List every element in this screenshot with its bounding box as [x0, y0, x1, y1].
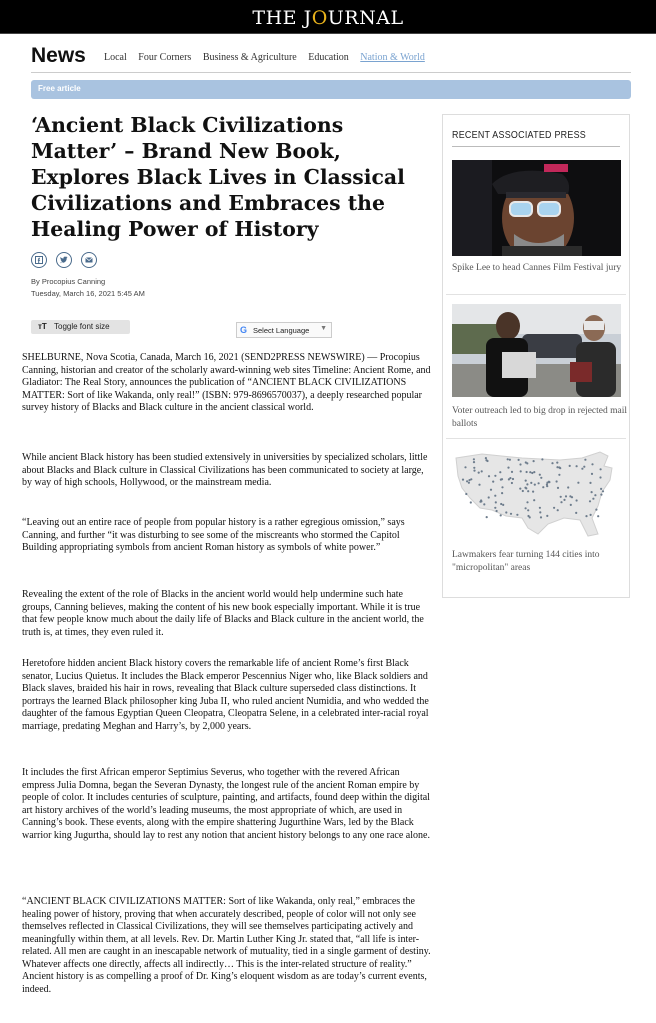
map-city-dot [480, 499, 482, 501]
twitter-share-button[interactable] [56, 252, 72, 268]
map-city-dot [540, 477, 542, 479]
map-city-dot [542, 486, 544, 488]
map-city-dot [556, 462, 558, 464]
map-city-dot [481, 470, 483, 472]
map-city-dot [519, 463, 521, 465]
map-city-dot [495, 501, 497, 503]
map-city-dot [470, 501, 472, 503]
map-city-dot [563, 499, 565, 501]
map-city-dot [522, 490, 524, 492]
map-city-dot [488, 496, 490, 498]
map-city-dot [533, 471, 535, 473]
map-city-dot [584, 459, 586, 461]
map-city-dot [539, 511, 541, 513]
map-city-dot [526, 501, 528, 503]
map-city-dot [505, 511, 507, 513]
language-select[interactable] [236, 322, 332, 338]
map-city-dot [600, 488, 602, 490]
google-g-icon: G [240, 325, 248, 335]
map-city-dot [570, 504, 572, 506]
map-city-dot [591, 491, 593, 493]
map-city-dot [478, 484, 480, 486]
map-city-dot [525, 480, 527, 482]
map-city-dot [591, 473, 593, 475]
sidebar-story-caption[interactable]: Lawmakers fear turning 144 cities into "micropolitan" areas [452, 550, 600, 573]
email-share-button[interactable] [81, 252, 97, 268]
map-city-dot [501, 478, 503, 480]
voter-outreach-photo[interactable] [452, 304, 621, 397]
map-city-dot [529, 516, 531, 518]
map-city-dot [518, 459, 520, 461]
map-city-dot [473, 467, 475, 469]
twitter-icon [60, 256, 68, 264]
map-city-dot [595, 509, 597, 511]
map-city-dot [525, 507, 527, 509]
article-paragraph: Revealing the extent of the role of Blacks in the ancient world would help undermine such hate groups, Canning believes, making the content of his new book especially important. While it is true that few people know much about the daily life of Blacks and Black culture in the ancient world, the truth is, at times, they even ruled it. [22, 589, 424, 638]
map-city-dot [500, 503, 502, 505]
map-city-dot [531, 472, 533, 474]
map-city-dot [589, 500, 591, 502]
article-paragraph: “ANCIENT BLACK CIVILIZATIONS MATTER: Sort of like Wakanda, only real,” embraces the healing power of history, proving that when accurately described, people of color will not only see themselves reflected in Classical Civilizations, they will see themselves participating actively and meaningfully within them, at all levels. Rev. Dr. Martin Luther King Jr. stated that, “all life is inter-related. All men are caught in an inescapable network of mutuality, tied in a single garment of destiny. Whatever affects one directly, affects all indirectly… This is the inter-related structure of reality.” Ancient history is as compelling a proof of Dr. King’s eloquent wisdom as are today’s current events, indeed. [22, 896, 431, 995]
article-paragraph: It includes the first African emperor Septimius Severus, who together with the revered African empress Julia Domna, began the Severan Dynasty, the longest rule of the ancient Roman empire by people of color. It includes centuries of sculpture, painting, and artifacts, found deep within the digital art history archives of the world’s leading museums, the most appropriate of which, are used in Canning’s book. These events, along with the empire shattering Jugurthine Wars, led by the Black warrior king Jugurtha, should lay to rest any notion that ancient history belongs to any one race alone. [22, 767, 430, 841]
map-city-dot [530, 482, 532, 484]
map-city-dot [525, 461, 527, 463]
map-city-dot [473, 458, 475, 460]
map-city-dot [490, 489, 492, 491]
map-city-dot [576, 499, 578, 501]
map-city-dot [509, 477, 511, 479]
map-city-dot [488, 475, 490, 477]
map-city-dot [551, 462, 553, 464]
map-city-dot [548, 481, 550, 483]
article-paragraph: Heretofore hidden ancient Black history covers the remarkable life of ancient Rome’s first Black senator, Lucius Quietus. It includes the Black emperor Pescennius Niger who, like Black soldiers and Black slaves, braided his hair in rows, revealing that Black culture superseded class distinctions. It portrays the learned Black philosopher king Juba II, who ruled ancient Numidia, and who wedded the daughter of the famous Egyptian Queen Cleopatra, Cleopatra Selene, in a celebrated inter-racial royal marriage, predating Meghan and Harry’s, by 2,000 years. [22, 658, 429, 732]
map-city-dot [524, 487, 526, 489]
facebook-icon [35, 256, 43, 264]
map-city-dot [496, 510, 498, 512]
map-city-dot [499, 471, 501, 473]
map-city-dot [567, 486, 569, 488]
language-select-label: Select Language [253, 326, 310, 335]
map-city-dot [486, 516, 488, 518]
map-city-dot [546, 515, 548, 517]
map-city-dot [583, 466, 585, 468]
logo-sun-letter: O [311, 7, 328, 29]
nav-link-local[interactable]: Local [104, 52, 127, 63]
map-city-dot [539, 474, 541, 476]
map-city-dot [569, 495, 571, 497]
article-title: ‘Ancient Black Civilizations Matter’ – Brand New Book, Explores Black Lives in Classical Civilizations and Embraces the Healing Power of History [31, 113, 405, 241]
logo-text-pre: THE J [252, 7, 312, 29]
map-city-dot [468, 482, 470, 484]
map-city-dot [478, 472, 480, 474]
map-city-dot [553, 507, 555, 509]
section-nav [31, 44, 631, 72]
sidebar-story-caption[interactable]: Voter outreach led to big drop in rejected mail ballots [452, 406, 627, 429]
article-paragraph: While ancient Black history has been studied extensively in universities by specialized scholars, little about Blacks and Black culture in Classical Civilizations has been communicated to society at large, by way of high schools, Hollywood, or the mainstream media. [22, 452, 428, 488]
map-city-dot [529, 471, 531, 473]
map-city-dot [602, 490, 604, 492]
map-city-dot [492, 481, 494, 483]
map-city-dot [494, 495, 496, 497]
free-article-label: Free article [38, 84, 81, 93]
map-city-dot [591, 463, 593, 465]
map-city-dot [577, 482, 579, 484]
map-city-dot [516, 514, 518, 516]
toggle-font-size-button[interactable] [31, 320, 130, 334]
map-city-dot [592, 498, 594, 500]
toggle-font-size-label: Toggle font size [54, 322, 110, 331]
us-cities-map[interactable] [452, 448, 621, 540]
article-paragraph: “Leaving out an entire race of people from popular history is a rather egregious omission,” says Canning, and further “it was disturbing to see some of the miscreants who stormed the Capitol Building appropriating symbols from ancient Roman history as symbols of white power.” [22, 517, 405, 553]
map-city-dot [541, 458, 543, 460]
map-city-dot [560, 496, 562, 498]
map-city-dot [502, 504, 504, 506]
nav-link-education[interactable]: Education [308, 52, 349, 63]
map-city-dot [501, 486, 503, 488]
free-article-badge [31, 80, 631, 99]
map-city-dot [560, 501, 562, 503]
byline [31, 276, 145, 300]
map-city-dot [527, 490, 529, 492]
map-city-dot [501, 492, 503, 494]
map-city-dot [589, 482, 591, 484]
sidebar-title-rule [452, 146, 620, 147]
map-city-dot [600, 468, 602, 470]
map-city-dot [507, 458, 509, 460]
map-city-dot [464, 466, 466, 468]
map-city-dot [599, 476, 601, 478]
map-city-dot [485, 459, 487, 461]
map-city-dot [538, 482, 540, 484]
map-city-dot [509, 459, 511, 461]
sidebar-divider [446, 438, 626, 439]
envelope-icon [85, 256, 93, 264]
map-city-dot [473, 461, 475, 463]
map-city-dot [485, 457, 487, 459]
map-city-dot [575, 512, 577, 514]
map-city-dot [473, 470, 475, 472]
map-city-dot [526, 471, 528, 473]
sidebar-title: RECENT ASSOCIATED PRESS [452, 129, 586, 141]
map-city-dot [600, 494, 602, 496]
map-city-dot [533, 499, 535, 501]
spike-lee-photo[interactable] [452, 160, 621, 256]
map-city-dot [597, 515, 599, 517]
map-city-dot [494, 507, 496, 509]
map-city-dot [533, 460, 535, 462]
nav-link-business-agriculture[interactable]: Business & Agriculture [202, 52, 297, 63]
map-city-dot [511, 482, 513, 484]
nav-divider [31, 72, 631, 73]
map-city-dot [556, 480, 558, 482]
map-city-dot [462, 479, 464, 481]
nav-link-nation-world[interactable]: Nation & World [360, 52, 425, 63]
map-city-dot [576, 465, 578, 467]
site-logo[interactable] [0, 7, 656, 29]
map-city-dot [507, 467, 509, 469]
map-city-dot [539, 507, 541, 509]
map-city-dot [520, 470, 522, 472]
map-city-dot [510, 513, 512, 515]
map-city-dot [557, 509, 559, 511]
sidebar-story-caption[interactable]: Spike Lee to head Cannes Film Festival jury [452, 263, 622, 273]
map-city-dot [519, 488, 521, 490]
map-city-dot [559, 467, 561, 469]
map-city-dot [585, 515, 587, 517]
map-city-dot [534, 484, 536, 486]
map-city-dot [500, 514, 502, 516]
logo-text-post: URNAL [327, 7, 404, 29]
font-size-icon: тT [38, 322, 47, 331]
map-city-dot [527, 509, 529, 511]
map-city-dot [512, 478, 514, 480]
map-city-dot [511, 471, 513, 473]
map-city-dot [557, 487, 559, 489]
map-city-dot [556, 466, 558, 468]
map-city-dot [594, 494, 596, 496]
map-city-dot [526, 483, 528, 485]
map-city-dot [590, 514, 592, 516]
nav-link-four-corners[interactable]: Four Corners [138, 52, 192, 63]
map-city-dot [494, 475, 496, 477]
publish-date: Tuesday, March 16, 2021 5:45 AM [31, 289, 145, 298]
map-city-dot [546, 485, 548, 487]
dropdown-arrow-icon: ▼ [320, 325, 327, 332]
facebook-share-button[interactable] [31, 252, 47, 268]
author-name: By Procopius Canning [31, 277, 106, 286]
map-city-dot [558, 474, 560, 476]
sidebar-divider [446, 294, 626, 295]
article-paragraph: SHELBURNE, Nova Scotia, Canada, March 16, 2021 (SEND2PRESS NEWSWIRE) — Procopius Canning, historian and creator of the scholarly award-winning web sites Timeline: Ancient Rome, and Gladiator: The Real Story, announces the publication of “ANCIENT BLACK CIVILIZATIONS MATTER: Sort of like Wakanda, only real!” (ISBN: 979-8696570037), a deeply researched popular survey history of Blacks and Black culture in the ancient classical world. [22, 352, 431, 413]
section-title[interactable]: News [31, 44, 86, 67]
map-city-dot [465, 493, 467, 495]
map-city-dot [466, 480, 468, 482]
map-city-dot [532, 491, 534, 493]
map-city-dot [569, 465, 571, 467]
map-city-dot [483, 503, 485, 505]
map-city-dot [565, 495, 567, 497]
map-city-dot [540, 516, 542, 518]
map-city-dot [581, 468, 583, 470]
map-city-dot [468, 479, 470, 481]
